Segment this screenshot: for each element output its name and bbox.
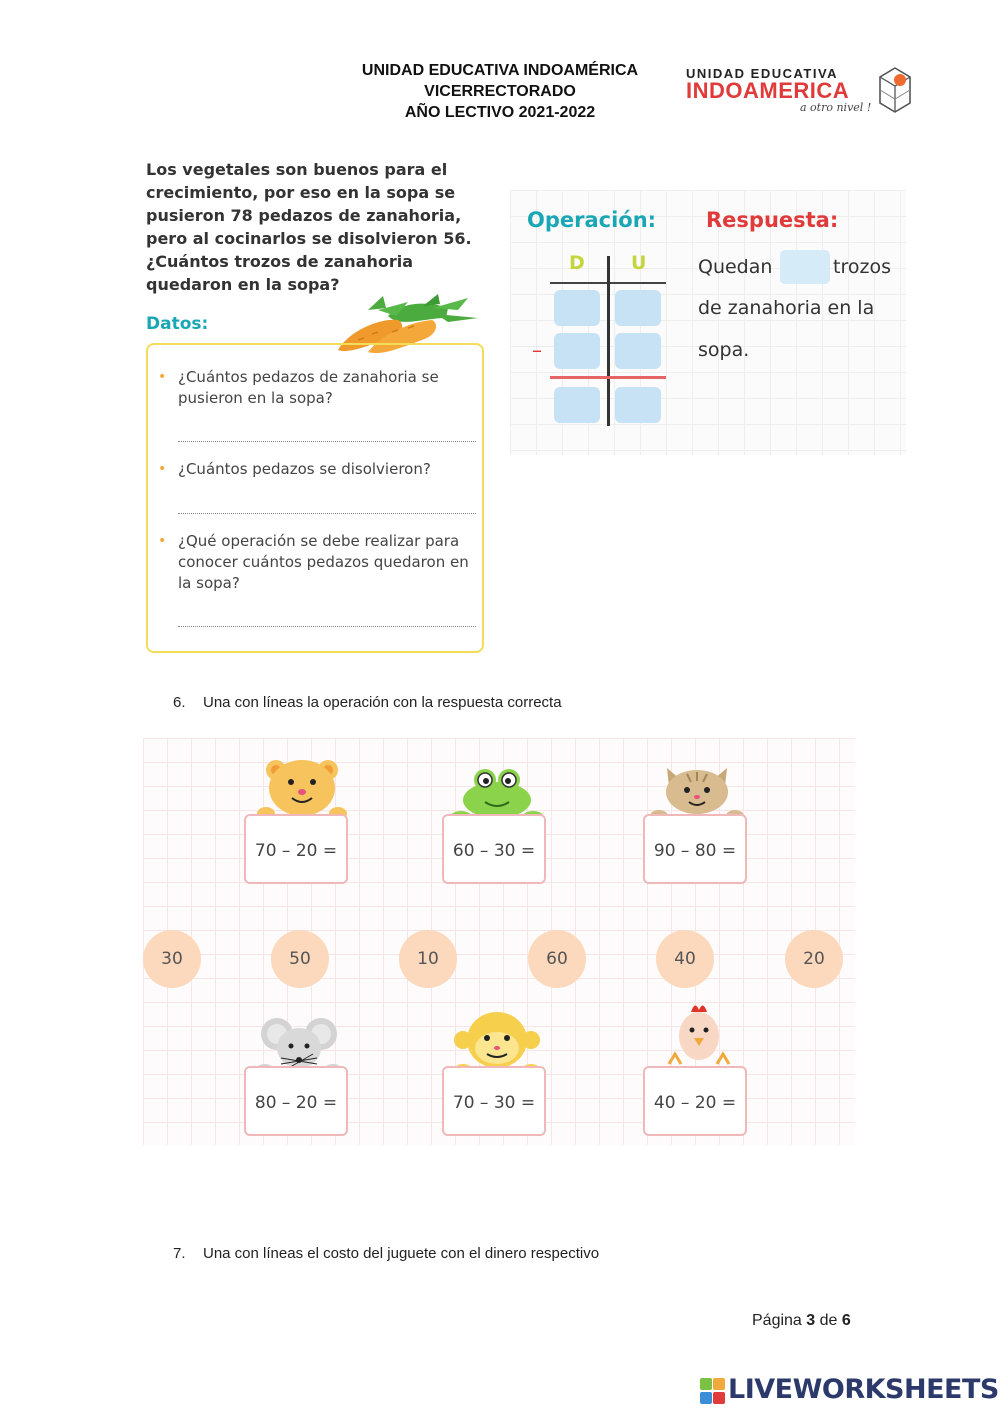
exercise-6-number: 6. [173, 694, 186, 711]
tens-cell-2[interactable] [554, 333, 600, 369]
operation-card-5[interactable]: 70 – 30 = [442, 1066, 546, 1136]
answer-line-3[interactable] [178, 626, 476, 627]
matching-area [143, 738, 855, 1145]
result-line [550, 376, 666, 379]
answer-line-2[interactable] [178, 513, 476, 514]
question-3 [158, 531, 473, 594]
page-total: 6 [841, 1312, 851, 1329]
operation-card-2[interactable]: 60 – 30 = [442, 814, 546, 884]
units-header: U [631, 252, 647, 274]
question-3-text: ¿Qué operación se debe realizar para conocer cuántos pedazos quedaron en la sopa? [178, 532, 469, 592]
units-result-cell[interactable] [615, 387, 661, 423]
bullet: • [158, 533, 167, 549]
exercise-7-instruction: Una con líneas el costo del juguete con el dinero respectivo [203, 1245, 600, 1262]
question-1-text: ¿Cuántos pedazos de zanahoria se pusieron en la sopa? [178, 368, 439, 407]
header-department: VICERRECTORADO [424, 83, 576, 100]
page-of-word: de [819, 1312, 838, 1329]
operation-card-4[interactable]: 80 – 20 = [244, 1066, 348, 1136]
response-quedan: Quedan [698, 256, 773, 278]
header-school: UNIDAD EDUCATIVA INDOAMÉRICA [361, 62, 639, 79]
exercise-6-instruction: Una con líneas la operación con la respuesta correcta [203, 694, 562, 711]
liveworksheets-icon [700, 1378, 726, 1406]
answer-line-1[interactable] [178, 441, 476, 442]
response-line2: de zanahoria en la [698, 297, 875, 319]
datos-box [146, 343, 484, 653]
units-cell-2[interactable] [615, 333, 661, 369]
bear-icon [254, 756, 350, 820]
logo-line2: INDOAMERICA [686, 78, 850, 103]
page-word: Página [752, 1312, 802, 1329]
tens-cell-1[interactable] [554, 290, 600, 326]
answer-circle-10[interactable]: 10 [399, 930, 457, 988]
units-cell-1[interactable] [615, 290, 661, 326]
question-1 [158, 367, 473, 409]
response-line3: sopa. [698, 339, 750, 361]
question-2 [158, 459, 473, 480]
column-divider [607, 256, 610, 426]
logo-line1: UNIDAD EDUCATIVA [686, 66, 839, 81]
page-current: 3 [806, 1312, 816, 1329]
page-number [752, 1312, 851, 1330]
answer-circle-60[interactable]: 60 [528, 930, 586, 988]
response-trozos: trozos [833, 256, 891, 278]
bullet: • [158, 369, 167, 385]
exercise-7-title [173, 1245, 599, 1262]
tens-header: D [569, 252, 585, 274]
datos-label: Datos: [146, 314, 209, 334]
answer-circle-50[interactable]: 50 [271, 930, 329, 988]
school-logo [686, 66, 916, 118]
liveworksheets-text: LIVEWORKSHEETS [728, 1374, 999, 1405]
operation-card-3[interactable]: 90 – 80 = [643, 814, 747, 884]
tens-result-cell[interactable] [554, 387, 600, 423]
operation-card-1[interactable]: 70 – 20 = [244, 814, 348, 884]
operation-card-6[interactable]: 40 – 20 = [643, 1066, 747, 1136]
question-2-text: ¿Cuántos pedazos se disolvieron? [178, 460, 431, 478]
logo-tagline: a otro nivel ! [800, 101, 872, 114]
exercise-6-title [173, 694, 562, 711]
minus-sign: – [532, 338, 542, 362]
header [300, 60, 700, 123]
answer-circle-30[interactable]: 30 [143, 930, 201, 988]
operation-title: Operación: [527, 208, 657, 232]
answer-circle-20[interactable]: 20 [785, 930, 843, 988]
exercise-7-number: 7. [173, 1245, 186, 1262]
response-answer-box[interactable] [780, 250, 830, 284]
answer-circle-40[interactable]: 40 [656, 930, 714, 988]
chicken-icon [661, 1000, 737, 1074]
bullet: • [158, 461, 167, 477]
header-year: AÑO LECTIVO 2021-2022 [404, 104, 596, 121]
logo-cube-icon [878, 66, 912, 114]
response-title: Respuesta: [706, 208, 839, 232]
problem-statement: Los vegetales son buenos para el crecimiento, por eso en la sopa se pusieron 78 pedazos de zanahoria, pero al cocinarlos se disolvieron 56. ¿Cuántos trozos de zanahoria quedaron en la sopa? [146, 160, 472, 294]
operation-area [510, 190, 906, 455]
